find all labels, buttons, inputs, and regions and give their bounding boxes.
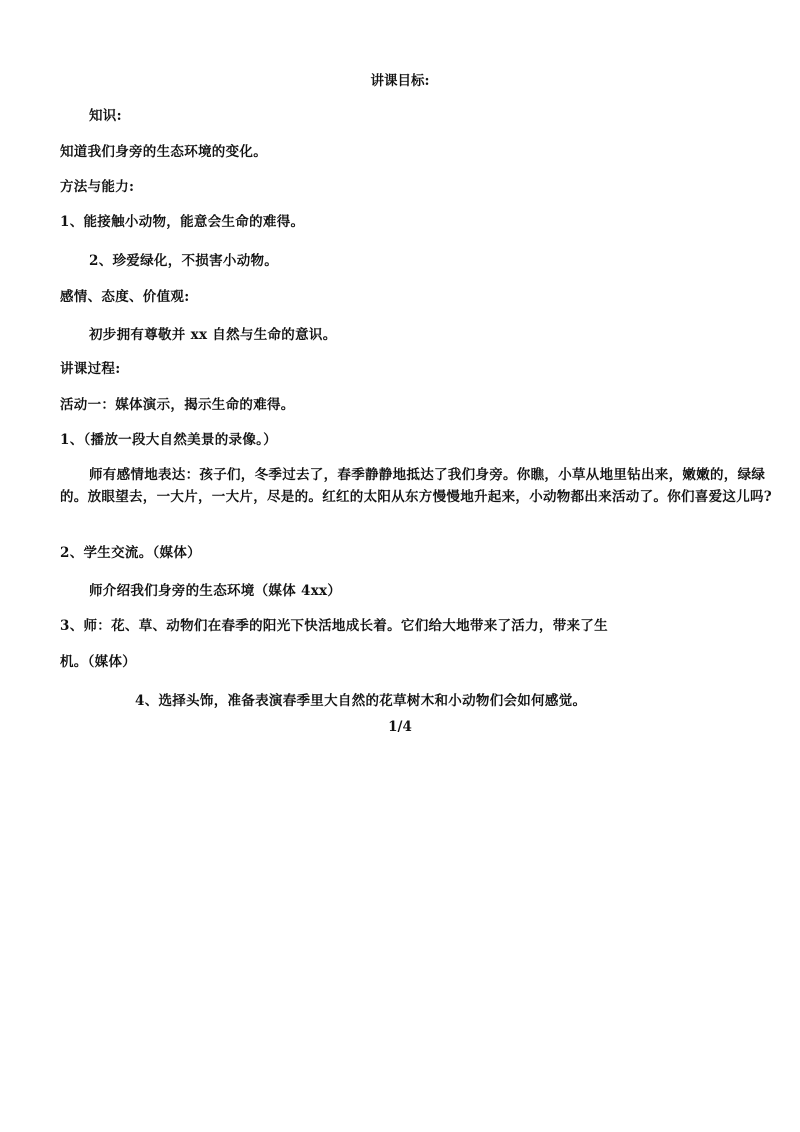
page-title: 讲课目标: [370, 73, 430, 89]
step-2: 2、学生交流。（媒体） [60, 545, 201, 561]
method-item-1: 1、能接触小动物，能意会生命的难得。 [60, 214, 305, 230]
teacher-intro: 师介绍我们身旁的生态环境（媒体 4xx） [89, 583, 342, 599]
activity-1: 活动一：媒体演示，揭示生命的难得。 [60, 397, 295, 413]
step-4: 4、选择头饰，准备表演春季里大自然的花草树木和小动物们会如何感觉。 [135, 693, 587, 709]
step-3-line-1: 3、师：花、草、动物们在春季的阳光下快活地成长着。它们给大地带来了活力，带来了生 [60, 618, 608, 634]
process-heading: 讲课过程: [60, 361, 121, 377]
page-number: 1/4 [388, 719, 412, 735]
knowledge-heading: 知识: [89, 108, 122, 124]
emotion-text: 初步拥有尊敬并 xx 自然与生命的意识。 [89, 327, 337, 343]
method-item-2: 2、珍爱绿化，不损害小动物。 [89, 253, 279, 269]
knowledge-text: 知道我们身旁的生态环境的变化。 [60, 144, 267, 160]
step-3-line-2: 机。（媒体） [60, 654, 137, 670]
emotion-heading: 感情、态度、价值观: [60, 289, 190, 305]
step-1: 1、（播放一段大自然美景的录像。） [60, 432, 277, 448]
teacher-paragraph: 师有感情地表达：孩子们，冬季过去了，春季静静地抵达了我们身旁。你瞧，小草从地里钻出来，嫩嫩的，绿绿的。放眼望去，一大片，一大片，尽是的。红红的太阳从东方慢慢地升起来，小动物都出来活动了。你们喜爱这儿吗? [60, 467, 773, 505]
method-heading: 方法与能力: [60, 179, 135, 195]
